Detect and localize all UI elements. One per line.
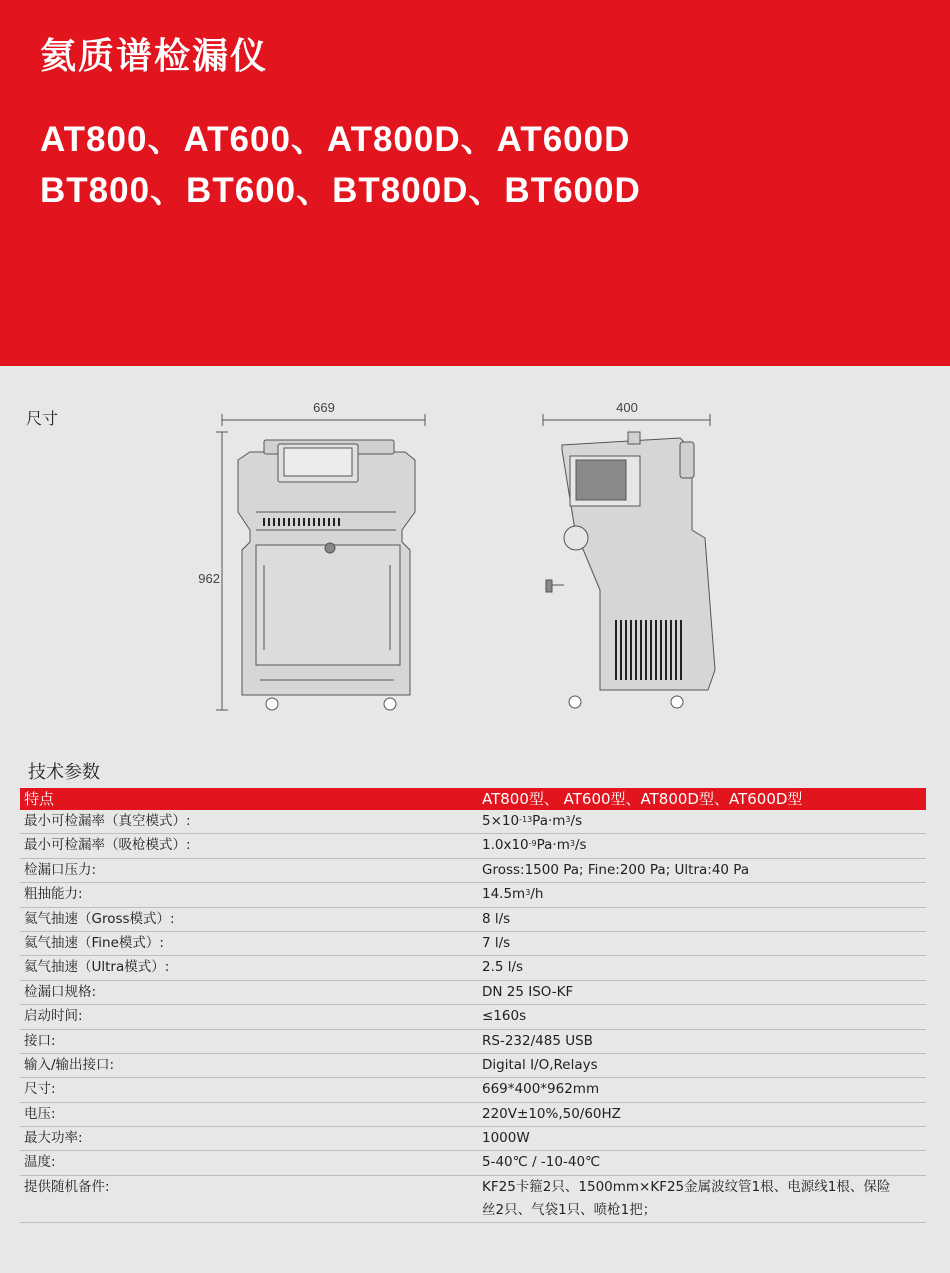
model-list-b: BT800、BT600、BT800D、BT600D [40,171,641,210]
spec-value: ≤160s [482,1008,527,1025]
spec-value: 5-40℃ / -10-40℃ [482,1154,601,1171]
table-row [20,859,926,883]
spec-value: Digital I/O,Relays [482,1056,598,1073]
spec-value: 220V±10%,50/60HZ [482,1105,621,1122]
table-row [20,810,926,834]
table-row [20,1005,926,1029]
spec-key: 氦气抽速（Fine模式）: [24,934,164,951]
spec-key: 氦气抽速（Ultra模式）: [24,959,170,976]
product-title: 氦质谱检漏仪 [40,36,269,77]
spec-key: 最小可检漏率（吸枪模式）: [24,837,191,854]
spec-value: RS-232/485 USB [482,1032,593,1049]
spec-value: 2.5 l/s [482,959,524,976]
table-row [20,956,926,980]
spec-value: 1000W [482,1130,530,1147]
spec-value: DN 25 ISO-KF [482,983,574,1000]
table-row [20,932,926,956]
spec-value: KF25卡箍2只、1500mm×KF25金属波纹管1根、电源线1根、保险丝2只、气袋1只、喷枪1把； [482,1178,891,1218]
height-label: 962 [198,571,220,586]
spec-key: 最大功率: [24,1130,83,1147]
spec-value: 8 l/s [482,910,511,927]
table-row [20,1127,926,1151]
table-row [20,834,926,858]
spec-value: Gross:1500 Pa; Fine:200 Pa; Ultra:40 Pa [482,861,750,878]
table-row [20,883,926,907]
spec-value: 669*400*962mm [482,1081,600,1098]
table-row [20,908,926,932]
spec-key: 检漏口规格: [24,983,97,1000]
spec-header-value: AT800型、 AT600型、AT800D型、AT600D型 [482,790,803,808]
width-label: 669 [313,400,335,415]
spec-key: 提供随机备件: [24,1178,110,1195]
spec-title: 技术参数 [28,762,100,783]
table-row [20,1078,926,1102]
spec-key: 最小可检漏率（真空模式）: [24,813,191,829]
header-banner [0,0,950,366]
spec-key: 温度: [24,1154,56,1171]
dimension-drawing [180,390,740,730]
depth-label: 400 [616,400,638,415]
spec-key: 启动时间: [24,1008,83,1025]
spec-value: $14.5m^3/h$ [482,886,544,903]
spec-key: 氦气抽速（Gross模式）: [24,910,175,927]
spec-header-row [20,788,926,810]
table-row [20,1151,926,1175]
spec-table [20,788,926,1223]
table-row [20,1103,926,1127]
spec-key: 检漏口压力: [24,861,97,878]
spec-key: 接口: [24,1032,56,1049]
spec-header-key: 特点 [24,790,55,808]
table-row [20,1054,926,1078]
spec-key: 尺寸: [24,1081,56,1098]
spec-key: 电压: [24,1105,56,1122]
table-row [20,1176,926,1223]
spec-key: 粗抽能力: [24,886,83,903]
dimensions-label: 尺寸 [26,409,59,428]
spec-key: 输入/输出接口: [24,1056,115,1073]
model-list-a: AT800、AT600、AT800D、AT600D [40,120,631,159]
spec-value: $5\times 10^{-13}Pa\cdot m^3/s$ [482,813,583,829]
spec-value: $1.0x10^{-9}Pa\cdot m^3/s$ [482,837,587,854]
spec-value: 7 l/s [482,934,511,951]
table-row [20,1030,926,1054]
table-row [20,981,926,1005]
